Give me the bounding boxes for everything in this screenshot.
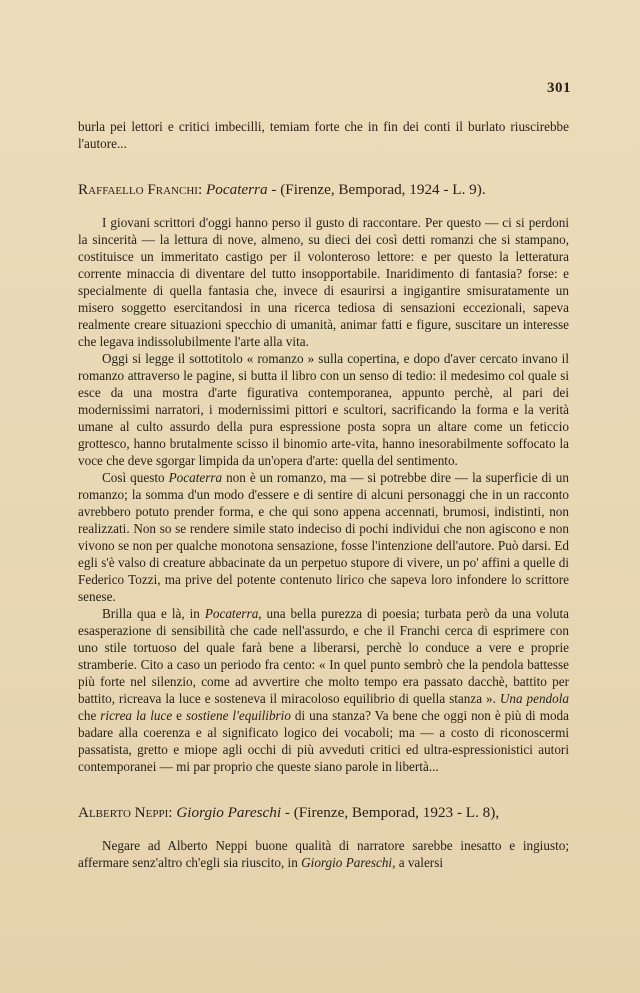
text-run: Così questo — [102, 470, 169, 485]
review-heading-franchi — [78, 180, 569, 200]
review-book-title: Pocaterra — [205, 181, 268, 198]
review-paragraph: I giovani scrittori d'oggi hanno perso il gusto di raccontare. Per questo — ci si perdoni la sincerità — la lettura di nove, almeno, su dieci dei così detti romanzi che si stampano, costituisce un immeritato castigo per il volonteroso lettore: e per questo la letteratura corrente minaccia di diventare del tutto insopportabile. Inaridimento di fantasia? forse: e specialmente di quella fantasia che, invece di esaurirsi a ingigantire smisuratamente un misero soggetto esercitandosi in una ricerca tediosa di sensazioni eccezionali, sapeva realmente creare situazioni specchio di umanità, animar fatti e figure, suscitare un interesse che legava indissolubilmente l'arte alla vita. — [78, 215, 569, 349]
text-run: non è un romanzo, ma — si potrebbe dire — la superficie di un romanzo; la somma d'un modo d'essere e di sentire di alcuni personaggi che in un racconto avrebbero potuto prender forma, e che qui sono appena accennati, brumosi, indistinti, non realizzati. Non so se rendere simile stato indeciso di pochi individui che non agiscono e non vivono se non per qualche monotona sensazione, fosse l'intenzione dell'autore. Può darsi. Ed egli s'è valso di creature abbacinate da un perpetuo stupore di vivere, un po' affini a quelle di Federico Tozzi, ma prive del potente contenuto lirico che sapeva loro infondere lo scrittore senese. — [78, 470, 569, 604]
review-paragraph — [78, 837, 569, 871]
review-paragraph — [78, 469, 569, 605]
inline-book-title: Pocaterra — [204, 606, 259, 621]
review-book-title: Giorgio Pareschi — [176, 804, 282, 821]
page-number: 301 — [547, 80, 571, 96]
text-run: Negare ad Alberto Neppi buone qualità di narratore sarebbe inesatto e ingiusto; affermare senz'altro ch'egli sia riuscito, in — [78, 838, 569, 870]
italic-quote: Una pendola — [499, 691, 570, 706]
text-run: e — [172, 708, 186, 723]
italic-quote: ricrea la luce — [100, 708, 173, 723]
text-run: di una stanza? Va bene che oggi non è più di moda badare alla coerenza e al significato logico dei vocaboli; ma — a costo di riconoscermi passatista, gretto e miope agli occhi di più avveduti critici ed ultra-espressionistici autori contemporanei — mi par proprio che queste siano parole in libertà... — [78, 708, 569, 774]
italic-quote: sostiene l'equilibrio — [185, 708, 291, 723]
review-author: Alberto Neppi — [78, 804, 169, 821]
heading-colon: : — [197, 181, 206, 198]
text-run: , a valersi — [392, 855, 443, 870]
text-run: , una bella purezza di poesia; turbata però da una voluta esasperazione di sensibilità che cade nell'assurdo, e che il Franchi cerca di esprimere con uno stile tortuoso del quale farà bene a liberarsi, perchè lo conduce a vere e proprie stramberie. Cito a caso un periodo fra cento: « In quel punto sembrò che la pendola battesse più forte nel silenzio, come ad avvertire che molto tempo era passato dacchè, battito per battito, ricreava la luce e sosteneva il miracoloso equilibrio di quella stanza ». — [78, 606, 569, 706]
review-paragraph: Oggi si legge il sottotitolo « romanzo » sulla copertina, e dopo d'aver cercato invano il romanzo attraverso le pagine, si butta il libro con un senso di tedio: il medesimo col quale si esce da una mostra d'arte figurativa contemporanea, appunto perchè, al pari dei modernissimi narratori, i modernissimi pittori e scultori, sacrificando la forma e la verità umane al culto assurdo della pura espressione posta sopra un altare come un feticcio grottesco, hanno brutalmente scisso il binomio arte-vita, hanno inesorabilmente soffocato la voce che deve sgorgar limpida da un'opera d'arte: quella del sentimento. — [78, 351, 569, 468]
review-paragraph — [78, 605, 569, 775]
review-publication-info: - (Firenze, Bemporad, 1923 - L. 8), — [281, 804, 500, 821]
review-author: Raffaello Franchi — [78, 181, 198, 198]
heading-colon: : — [168, 804, 177, 821]
page-content — [78, 118, 569, 871]
review-heading-neppi — [78, 803, 569, 823]
continued-paragraph: burla pei lettori e critici imbecilli, temiam forte che in fin dei conti il burlato riuscirebbe l'autore... — [78, 119, 569, 151]
inline-book-title: Pocaterra — [168, 470, 223, 485]
text-run: Brilla qua e là, in — [102, 606, 205, 621]
review-publication-info: - (Firenze, Bemporad, 1924 - L. 9). — [267, 181, 486, 198]
text-run: che — [78, 708, 101, 723]
inline-book-title: Giorgio Pareschi — [301, 855, 393, 870]
